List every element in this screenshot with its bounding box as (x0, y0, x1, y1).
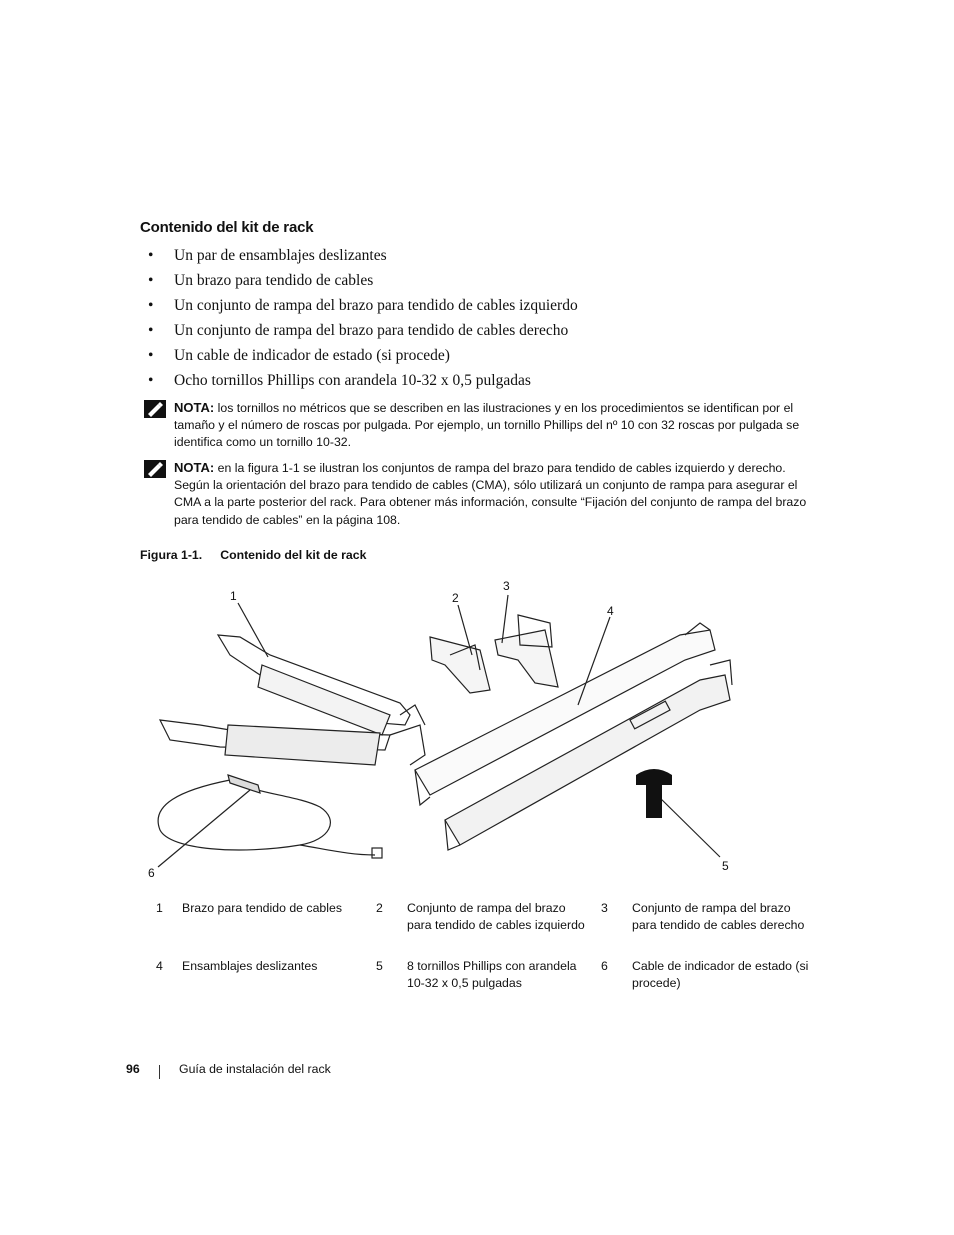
list-item: • Un par de ensamblajes deslizantes (148, 247, 387, 264)
list-item: • Un conjunto de rampa del brazo para tendido de cables izquierdo (148, 297, 578, 314)
page-footer (126, 1062, 331, 1076)
legend-number: 5 (376, 959, 383, 973)
callout-6: 6 (148, 866, 155, 880)
callout-2: 2 (452, 591, 459, 605)
section-title: Contenido del kit de rack (140, 219, 314, 236)
rack-kit-drawing (140, 575, 820, 885)
legend-text: 8 tornillos Phillips con arandela 10-32 x 0,5 pulgadas (407, 959, 577, 990)
figure-caption: Figura 1-1. Contenido del kit de rack (140, 548, 367, 562)
note-pencil-icon (144, 460, 166, 478)
rack-kit-illustration (140, 575, 820, 885)
legend-text: Conjunto de rampa del brazo para tendido de cables derecho (632, 901, 805, 932)
note-pencil-icon (144, 400, 166, 418)
footer-title: Guía de instalación del rack (179, 1062, 331, 1076)
callout-5: 5 (722, 859, 729, 873)
legend-text: Cable de indicador de estado (si procede) (632, 959, 809, 990)
note-2: NOTA: en la figura 1-1 se ilustran los conjuntos de rampa del brazo para tendido de cables izquierdo y derecho. Según la orientación del brazo para tendido de cables (CMA), sólo utilizará un conjunto de rampa para asegurar el CMA a la parte posterior del rack. Para obtener más información, consulte “Fijación del conjunto de rampa del brazo para tendido de cables” en la página 108. (140, 459, 812, 529)
legend-number: 2 (376, 901, 383, 915)
list-item: • Ocho tornillos Phillips con arandela 10-32 x 0,5 pulgadas (148, 372, 531, 389)
page-number: 96 (126, 1062, 140, 1076)
legend-text: Brazo para tendido de cables (182, 901, 342, 915)
cma-ramp-left (430, 637, 490, 693)
callout-1: 1 (230, 589, 237, 603)
callout-3: 3 (503, 579, 510, 593)
list-item: • Un brazo para tendido de cables (148, 272, 374, 289)
legend-text: Ensamblajes deslizantes (182, 959, 318, 973)
kit-contents-list (140, 245, 578, 395)
footer-divider (159, 1065, 160, 1079)
status-indicator-cable (158, 775, 382, 858)
legend-number: 6 (601, 959, 608, 973)
legend-number: 1 (156, 901, 163, 915)
list-item: • Un cable de indicador de estado (si procede) (148, 347, 450, 364)
list-item: • Un conjunto de rampa del brazo para tendido de cables derecho (148, 322, 569, 339)
legend-text: Conjunto de rampa del brazo para tendido de cables izquierdo (407, 901, 585, 932)
note-1: NOTA: los tornillos no métricos que se describen en las ilustraciones y en los procedimientos se identifican por el tamaño y el número de roscas por pulgada. Por ejemplo, un tornillo Phillips del nº 10 con 32 roscas por pulgada se identifica como un tornillo 10-32. (140, 399, 812, 452)
legend-number: 4 (156, 959, 163, 973)
cable-management-arm (160, 635, 425, 765)
phillips-screw (636, 769, 672, 818)
callout-4: 4 (607, 604, 614, 618)
legend-number: 3 (601, 901, 608, 915)
